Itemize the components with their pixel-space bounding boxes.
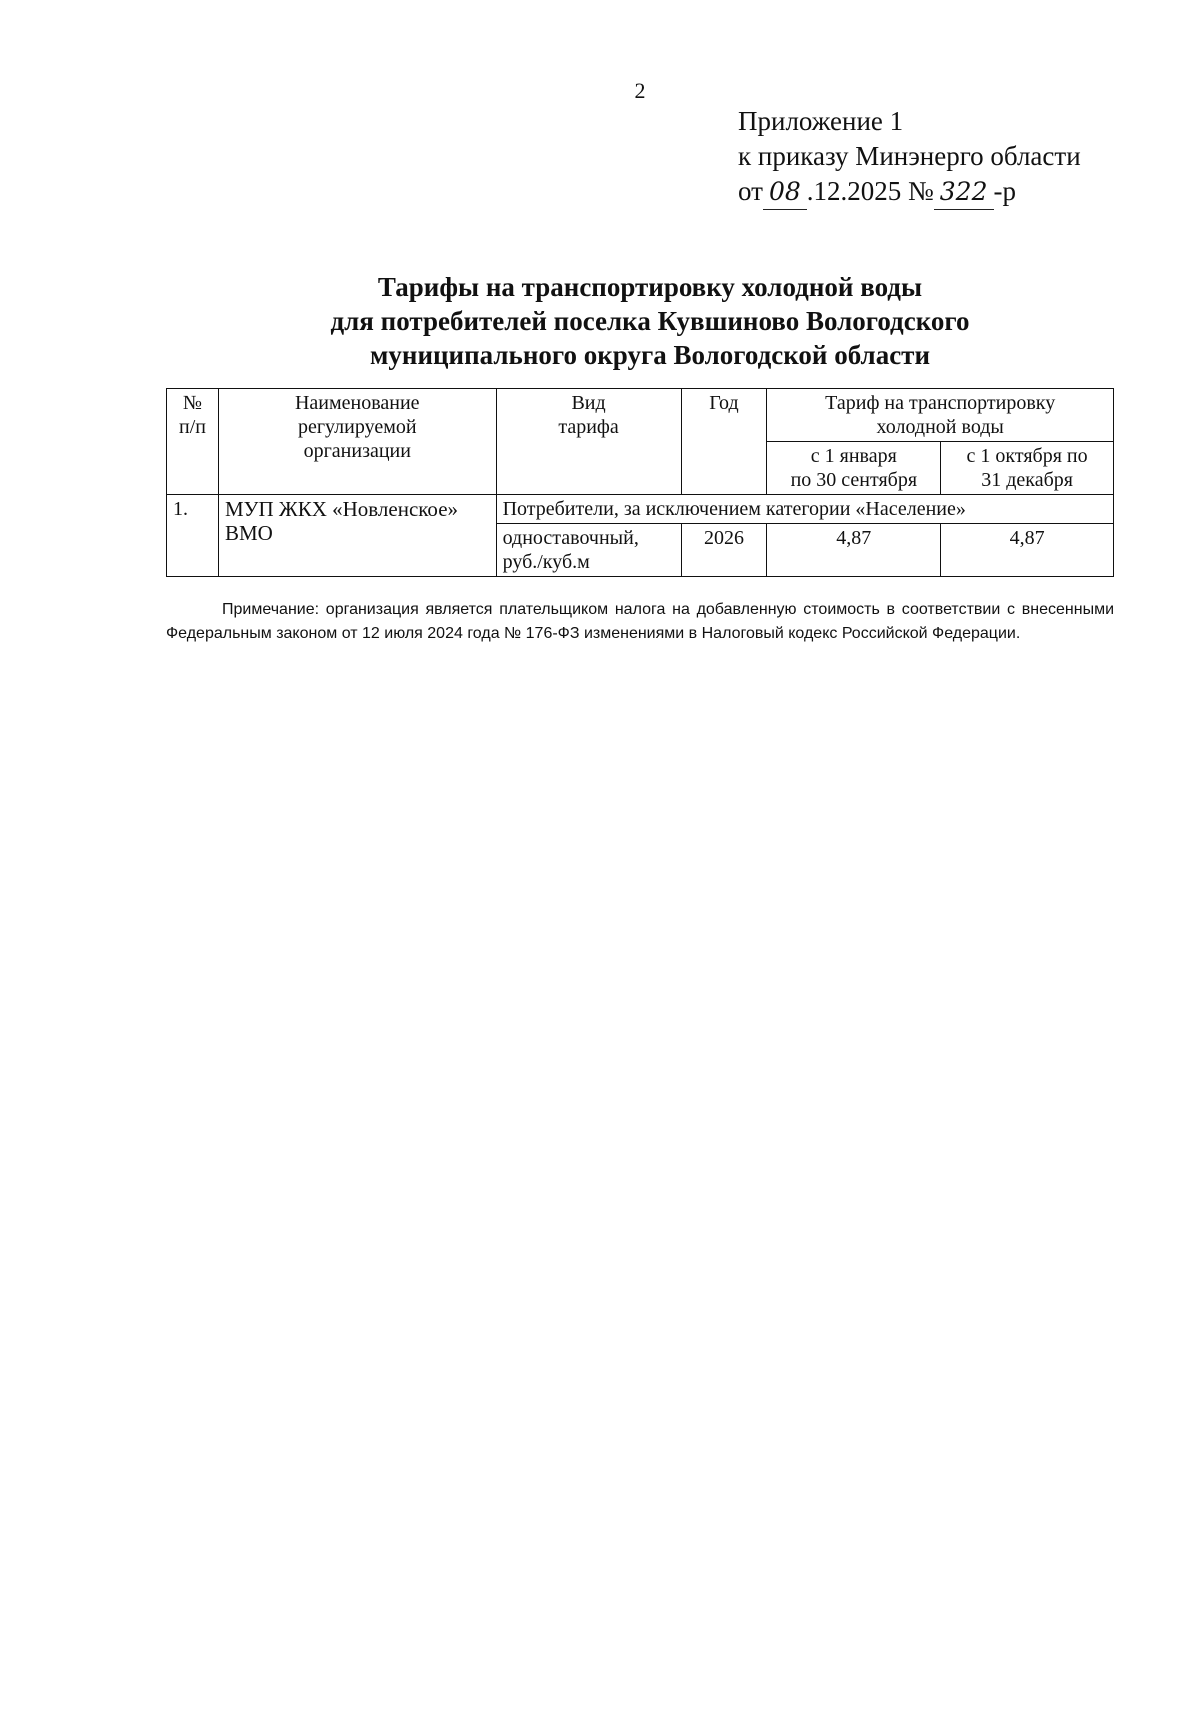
header-tariff-type: Вид тарифа: [496, 389, 681, 495]
handwritten-day: 08: [763, 174, 807, 210]
appendix-reference: к приказу Минэнерго области: [738, 141, 1081, 171]
header-period-2: с 1 октября по 31 декабря: [941, 442, 1114, 495]
order-suffix: -р: [993, 176, 1016, 206]
row-value-period-1: 4,87: [767, 524, 941, 577]
row-value-period-2: 4,87: [941, 524, 1114, 577]
date-rest: .12.2025 №: [806, 176, 934, 206]
table-row: [167, 495, 1114, 524]
appendix-title: Приложение 1: [738, 106, 904, 136]
title-line-1: Тарифы на транспортировку холодной воды: [377, 272, 923, 302]
table-header-row: [167, 389, 1114, 442]
header-period-1: с 1 января по 30 сентября: [767, 442, 941, 495]
footnote: Примечание: организация является плательщиком налога на добавленную стоимость в соответствии с внесенными Федеральным законом от 12 июля 2024 года № 176-ФЗ изменениями в Налоговый кодекс Российской Федерации.: [166, 601, 1114, 642]
appendix-header: [738, 104, 1081, 210]
row-tariff-type: одноставочный, руб./куб.м: [496, 524, 681, 577]
row-number: 1.: [167, 495, 219, 577]
handwritten-order-number: 322: [934, 174, 994, 210]
page-number: 2: [634, 78, 646, 103]
row-consumer-category: Потребители, за исключением категории «Население»: [496, 495, 1113, 524]
header-organization: Наименование регулируемой организации: [218, 389, 496, 495]
title-line-3: муниципального округа Вологодской области: [370, 340, 930, 370]
header-number: № п/п: [167, 389, 219, 495]
header-year: Год: [681, 389, 767, 495]
row-year: 2026: [681, 524, 767, 577]
tariff-table: [166, 388, 1114, 577]
header-tariff: Тариф на транспортировку холодной воды: [767, 389, 1114, 442]
appendix-date-line: [738, 174, 1081, 210]
document-title: [200, 270, 1100, 372]
date-prefix: от: [738, 176, 763, 206]
title-line-2: для потребителей поселка Кувшиново Вологодского: [330, 306, 970, 336]
row-organization: МУП ЖКХ «Новленское» ВМО: [218, 495, 496, 577]
